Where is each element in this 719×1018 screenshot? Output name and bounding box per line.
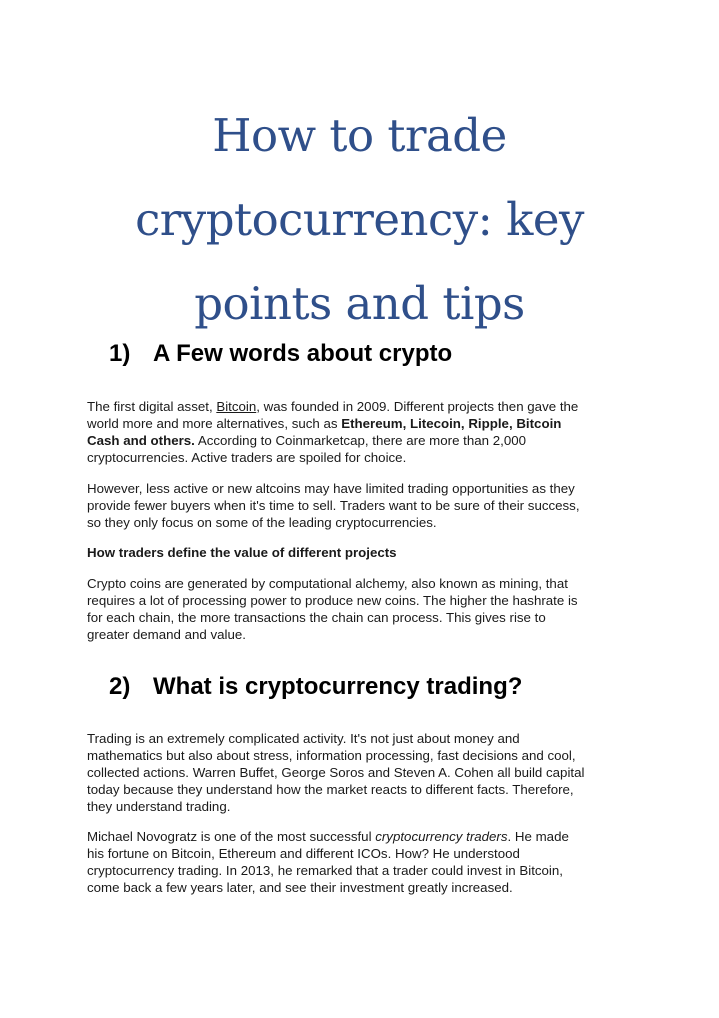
text-line: greater demand and value.	[87, 627, 246, 642]
text-line: for each chain, the more transactions the chain can process. This gives rise to	[87, 610, 546, 625]
section-2-title: What is cryptocurrency trading?	[153, 673, 523, 700]
section-1-heading	[109, 339, 452, 369]
section-1-paragraph-1	[87, 398, 635, 466]
section-1-subheading: How traders define the value of different projects	[87, 545, 397, 560]
section-2-number: 2)	[109, 673, 131, 700]
text-line: collected actions. Warren Buffet, George Soros and Steven A. Cohen all build capital	[87, 765, 585, 780]
text-run: world more and more alternatives, such as	[87, 416, 342, 431]
text-run: . He made	[507, 829, 569, 844]
text-line: Trading is an extremely complicated activity. It's not just about money and	[87, 731, 520, 746]
text-line: However, less active or new altcoins may have limited trading opportunities as they	[87, 481, 575, 496]
text-line: mathematics but also about stress, information processing, fast decisions and cool,	[87, 748, 576, 763]
italic-text: cryptocurrency traders	[375, 829, 508, 844]
text-line: come back a few years later, and see their investment greatly increased.	[87, 880, 513, 895]
text-run: The first digital asset,	[87, 399, 217, 414]
section-1-number: 1)	[109, 340, 131, 367]
text-line: requires a lot of processing power to produce new coins. The higher the hashrate is	[87, 593, 578, 608]
text-line: so they only focus on some of the leading cryptocurrencies.	[87, 515, 437, 530]
section-1-title: A Few words about crypto	[153, 340, 453, 367]
text-line: they understand trading.	[87, 799, 231, 814]
text-line: his fortune on Bitcoin, Ethereum and different ICOs. How? He understood	[87, 846, 520, 861]
text-line: cryptocurrency trading. In 2013, he remarked that a trader could invest in Bitcoin,	[87, 863, 563, 878]
bold-text: Ethereum, Litecoin, Ripple, Bitcoin	[341, 416, 562, 431]
page-title	[40, 94, 679, 346]
text-run: According to Coinmarketcap, there are more than 2,000	[194, 433, 527, 448]
title-line-1: How to trade	[212, 109, 507, 162]
section-2-paragraph-1	[87, 730, 635, 815]
section-2-heading	[109, 672, 522, 702]
bitcoin-link[interactable]: Bitcoin	[216, 399, 257, 414]
text-line: Crypto coins are generated by computational alchemy, also known as mining, that	[87, 576, 568, 591]
section-1-paragraph-3	[87, 575, 635, 643]
bold-text: Cash and others.	[87, 433, 195, 448]
text-run: Michael Novogratz is one of the most successful	[87, 829, 376, 844]
title-line-3: points and tips	[194, 277, 525, 330]
text-line: today because they understand how the market reacts to different facts. Therefore,	[87, 782, 574, 797]
text-line: provide fewer buyers when it's time to sell. Traders want to be sure of their success,	[87, 498, 580, 513]
section-1-paragraph-2	[87, 480, 635, 531]
title-line-2: cryptocurrency: key	[135, 193, 584, 246]
text-run: , was founded in 2009. Different projects then gave the	[256, 399, 579, 414]
text-line: cryptocurrencies. Active traders are spoiled for choice.	[87, 450, 407, 465]
section-2-paragraph-2	[87, 828, 635, 896]
